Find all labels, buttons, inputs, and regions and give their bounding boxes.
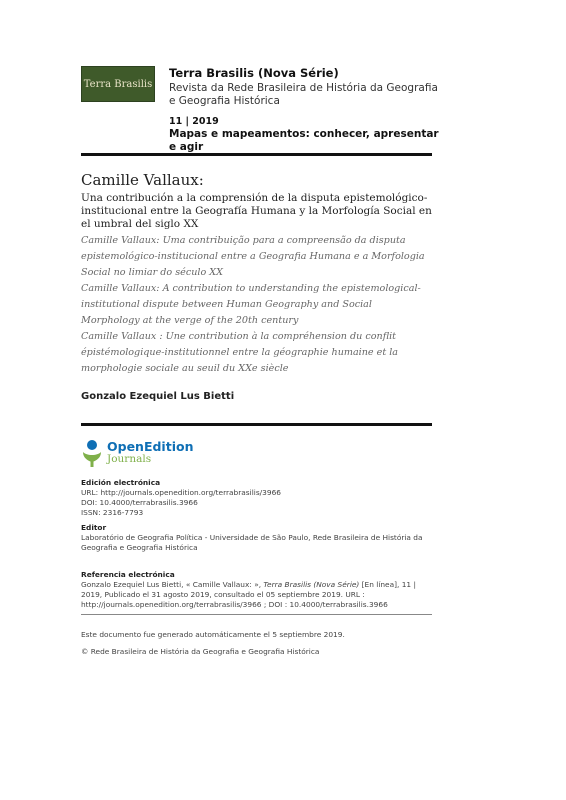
article-title-french: Camille Vallaux : Une contribution à la compréhension du conflit épistémologique-institutionnel entre la géographie humaine et la morphologie sociale au seuil du XXe siècle <box>81 331 399 374</box>
reference-suffix[interactable]: [En línea], 11 | 2019, Publicado el 31 agosto 2019, consultado el 05 septiembre 2019. URL : http://journals.openedition.org/terrabrasilis/3966 ; DOI : 10.4000/terrabrasilis.3966 <box>81 580 416 609</box>
copyright-note: © Rede Brasileira de História da Geografia e Geografia Histórica <box>81 647 320 656</box>
reference-journal: Terra Brasilis (Nova Série) <box>263 580 360 589</box>
article-author: Gonzalo Ezequiel Lus Bietti <box>81 391 235 402</box>
editor-text: Laboratório de Geografia Política - Universidade de São Paulo, Rede Brasileira de História da Geografia e Geografia Histórica <box>81 533 423 552</box>
edition-doi[interactable]: DOI: 10.4000/terrabrasilis.3966 <box>81 498 198 507</box>
reference-section <box>81 570 432 610</box>
edition-heading: Edición electrónica <box>81 478 161 487</box>
header-divider <box>81 153 432 156</box>
footer-divider <box>81 614 432 615</box>
article-title-english: Camille Vallaux: A contribution to understanding the epistemological-institutional dispute between Human Geography and Social Morphology at the verge of the 20th century <box>81 283 421 326</box>
editor-section <box>81 523 432 553</box>
issue-number: 11 | 2019 <box>169 116 219 127</box>
edition-issn: ISSN: 2316-7793 <box>81 508 144 517</box>
edition-section <box>81 478 432 518</box>
article-divider <box>81 423 432 426</box>
article-subtitle: Una contribución a la comprensión de la disputa epistemológico-institucional entre la Geografía Humana y la Morfología Social en el umbral del siglo XX <box>81 192 432 230</box>
openedition-icon <box>81 438 103 468</box>
reference-prefix: Gonzalo Ezequiel Lus Bietti, « Camille Vallaux: », <box>81 580 264 589</box>
article-block <box>81 170 432 377</box>
issue-title: Mapas e mapeamentos: conhecer, apresentar e agir <box>169 128 439 153</box>
generated-note: Este documento fue generado automáticamente el 5 septiembre 2019. <box>81 630 345 639</box>
editor-heading: Editor <box>81 523 107 532</box>
openedition-name: OpenEdition <box>107 439 194 454</box>
issue-info <box>169 116 444 154</box>
reference-text <box>81 580 432 610</box>
journal-header <box>169 66 444 108</box>
journal-title: Terra Brasilis (Nova Série) <box>169 66 339 80</box>
openedition-logo[interactable] <box>81 438 193 468</box>
journal-logo-text: Terra Brasilis <box>83 78 153 90</box>
journal-subtitle: Revista da Rede Brasileira de História da Geografia e Geografia Histórica <box>169 82 438 107</box>
edition-url[interactable]: URL: http://journals.openedition.org/terrabrasilis/3966 <box>81 488 281 497</box>
reference-heading: Referencia electrónica <box>81 570 175 579</box>
openedition-journals: Journals <box>107 453 152 465</box>
article-title: Camille Vallaux: <box>81 171 204 189</box>
journal-logo <box>81 66 155 102</box>
article-title-portuguese: Camille Vallaux: Uma contribuição para a compreensão da disputa epistemológico-institucional entre a Geografia Humana e a Morfologia Social no limiar do século XX <box>81 235 425 278</box>
